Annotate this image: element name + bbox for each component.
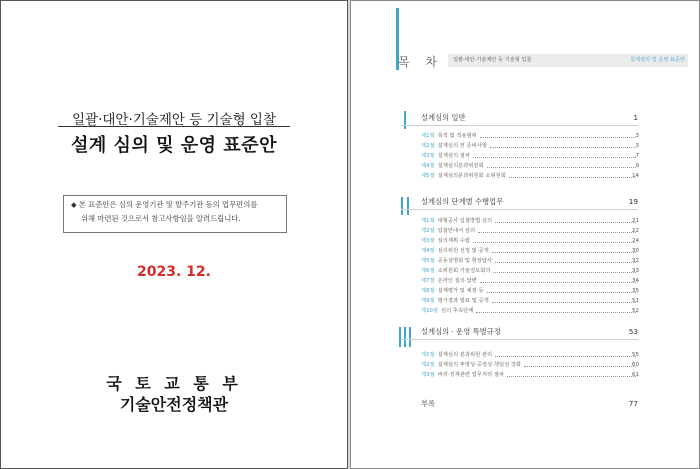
- toc-item-page: 35: [632, 288, 639, 294]
- cover-date: 2023. 12.: [137, 264, 211, 280]
- cover-title-rule: [58, 126, 290, 127]
- toc-item-page: 7: [635, 153, 639, 159]
- toc-item-num: 제5절: [421, 258, 435, 264]
- toc-item-num: 제1절: [421, 352, 435, 358]
- toc-item-page: 9: [635, 163, 639, 169]
- toc-item-num: 제8절: [421, 288, 435, 294]
- toc-page: [350, 0, 700, 469]
- part-2-roman-mark: [401, 197, 403, 215]
- toc-item-page: 24: [632, 238, 639, 244]
- cover-page: [0, 0, 348, 469]
- part-3-roman-mark: [399, 327, 401, 347]
- appendix-page: 77: [628, 399, 638, 408]
- notice-box: [63, 195, 287, 233]
- toc-item-text: 공동설명회 및 현장답사: [437, 258, 493, 264]
- part-1-title[interactable]: 설계심의 일반: [421, 113, 466, 122]
- toc-item-num: 제7절: [421, 278, 435, 284]
- notice-line-1: ◆ 본 표준안은 심의 운영기관 및 발주기관 등의 업무편의를: [71, 200, 258, 209]
- toc-item-page: 14: [632, 173, 639, 179]
- toc-item-num: 제6절: [421, 268, 435, 274]
- toc-item-text: 입찰안내서 심의: [437, 228, 476, 234]
- toc-item-page: 51: [632, 298, 639, 304]
- toc-item-text: 소위원회 기술검토회의: [437, 268, 491, 274]
- part-3-title[interactable]: 설계심의 · 운영 특별규정: [421, 327, 501, 336]
- part-2-roman-mark: [407, 197, 409, 215]
- cover-office: 기술안전정책관: [119, 395, 229, 414]
- part-2-page: 19: [628, 197, 638, 206]
- toc-item-text: 설계심의 투명성·공정성·책임성 강화: [437, 362, 522, 368]
- toc-item-num: 제1절: [421, 133, 435, 139]
- toc-header-doc-title: 일괄·대안·기술제안 등 기술형 입찰: [453, 57, 532, 63]
- toc-header-doc-subtitle: 설계심의 및 운영 표준안: [630, 57, 686, 63]
- toc-item-page: 55: [632, 352, 639, 358]
- part-2-title[interactable]: 설계심의 단계별 수행업무: [421, 197, 504, 206]
- part-2-rule: [401, 209, 638, 210]
- toc-item-num: 제5절: [421, 173, 435, 179]
- toc-item-page: 3: [635, 133, 639, 139]
- toc-title: 목 차: [398, 55, 443, 69]
- toc-item-page: 52: [632, 308, 639, 314]
- toc-item-page: 34: [632, 278, 639, 284]
- toc-item-text: 비리·징계관련 업무처리 절차: [437, 372, 505, 378]
- part-3-page: 53: [628, 327, 638, 336]
- toc-item-page: 21: [632, 218, 639, 224]
- toc-item-num: 제3절: [421, 372, 435, 378]
- toc-item-page: 30: [632, 248, 639, 254]
- cover-title: 설계 심의 및 운영 표준안: [71, 135, 277, 156]
- notice-line-2: 위해 마련된 것으로서 참고사항임을 알려드립니다.: [81, 214, 241, 223]
- part-3-roman-mark: [404, 327, 406, 347]
- toc-item-page: 33: [632, 268, 639, 274]
- toc-header-band: [448, 54, 688, 67]
- cover-ministry: 국 토 교 통 부: [106, 374, 242, 393]
- toc-item-text: 평가결과 발표 및 공개: [437, 298, 489, 304]
- toc-item-text: 심의 후속단계: [440, 308, 474, 314]
- toc-item-text: 대형공사 입찰방법 심의: [437, 218, 493, 224]
- toc-item-text: 온라인 질의·답변: [437, 278, 477, 284]
- toc-item-page: 60: [632, 362, 639, 368]
- toc-item-num: 제10절: [421, 308, 438, 314]
- toc-item-num: 제3절: [421, 238, 435, 244]
- toc-item-page: 22: [632, 228, 639, 234]
- toc-item-text: 설계평가 및 채점 등: [437, 288, 484, 294]
- toc-item-num: 제2절: [421, 143, 435, 149]
- toc-item-page: 3: [635, 143, 639, 149]
- toc-item-num: 제4절: [421, 248, 435, 254]
- toc-item-text: 설계심의 절차: [437, 153, 470, 159]
- part-3-roman-mark: [409, 327, 411, 347]
- toc-item-text: 설계심의 전 준비사항: [437, 143, 488, 149]
- part-1-roman-mark: [404, 111, 406, 129]
- cover-subtitle: 일괄·대안·기술제안 등 기술형 입찰: [71, 112, 277, 128]
- toc-item-text: 설계심의 분과위원 관리: [437, 352, 493, 358]
- toc-item-text: 설계심의분과위원회 소위원회: [437, 173, 506, 179]
- toc-item-num: 제1절: [421, 218, 435, 224]
- toc-item-num: 제4절: [421, 163, 435, 169]
- toc-item-text: 심의위원 선정 및 공개: [437, 248, 489, 254]
- toc-item-page: 32: [632, 258, 639, 264]
- toc-item-num: 제9절: [421, 298, 435, 304]
- toc-item-text: 목적 및 적용범위: [437, 133, 477, 139]
- toc-item-num: 제3절: [421, 153, 435, 159]
- toc-item-text: 설계심의분과위원회: [437, 163, 484, 169]
- toc-item-page: 61: [632, 372, 639, 378]
- part-1-page: 1: [633, 113, 638, 122]
- part-1-rule: [401, 125, 638, 126]
- toc-item-text: 심의계획 수립: [437, 238, 470, 244]
- toc-item-num: 제2절: [421, 228, 435, 234]
- toc-item-num: 제2절: [421, 362, 435, 368]
- appendix-title[interactable]: 부록: [421, 399, 436, 408]
- part-3-rule: [401, 339, 638, 340]
